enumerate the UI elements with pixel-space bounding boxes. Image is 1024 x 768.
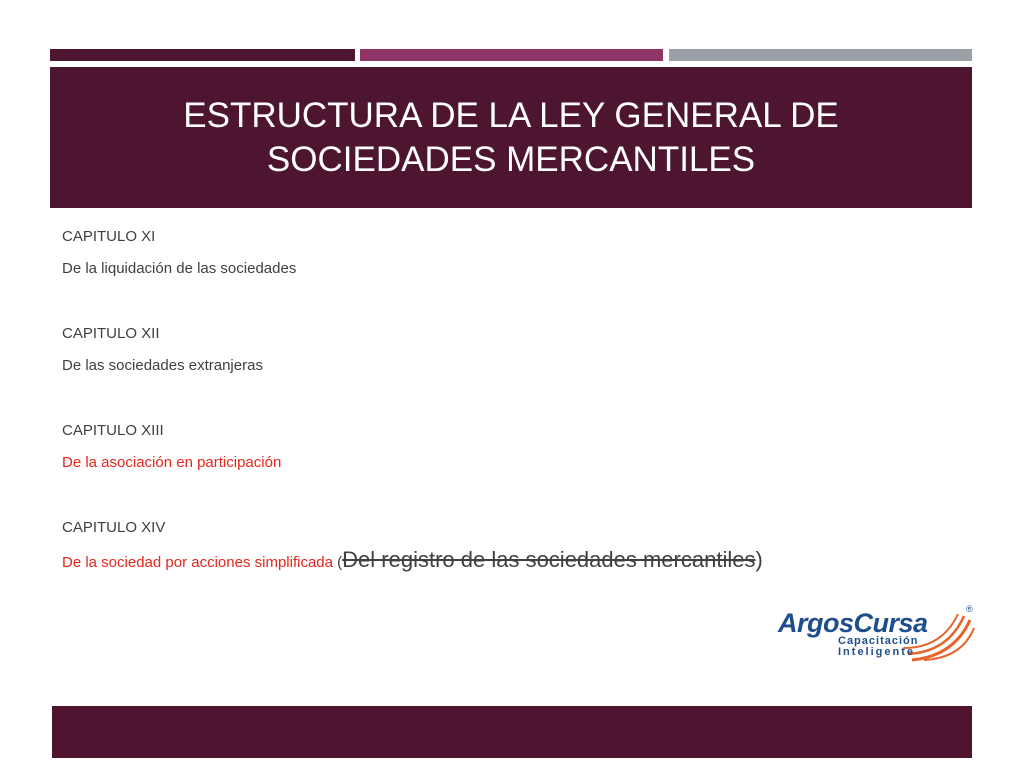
slide-title: ESTRUCTURA DE LA LEY GENERAL DE SOCIEDADES MERCANTILES [183, 95, 839, 179]
argoscursa-logo [776, 604, 976, 660]
chapter-heading: CAPITULO XII [62, 325, 160, 342]
footer-bar [52, 706, 972, 758]
chapter-block [62, 226, 962, 323]
chapter-heading: CAPITULO XIII [62, 422, 164, 439]
chapter-description: De las sociedades extranjeras [62, 357, 263, 374]
accent-bar-gray [669, 49, 972, 61]
chapter-block [62, 323, 962, 420]
accent-bar-dark [50, 49, 355, 61]
chapter-heading: CAPITULO XI [62, 228, 156, 245]
logo-tagline-2: Inteligente [838, 646, 916, 658]
logo-tagline-1: Capacitación [838, 635, 919, 647]
paren-open: ( [337, 554, 343, 571]
chapter-block [62, 517, 962, 614]
chapter-description: De la liquidación de las sociedades [62, 260, 297, 277]
chapter-description: De la sociedad por acciones simplificada [62, 554, 333, 571]
chapter-list [62, 226, 962, 614]
struck-text: Del registro de las sociedades mercantiles [342, 547, 756, 572]
logo-wordmark: ArgosCursa [778, 608, 928, 638]
title-banner [50, 67, 972, 208]
registered-mark: ® [966, 604, 973, 614]
chapter-description-line [62, 549, 962, 574]
chapter-block [62, 420, 962, 517]
chapter-description: De la asociación en participación [62, 454, 282, 471]
chapter-heading: CAPITULO XIV [62, 519, 166, 536]
paren-close: ) [755, 547, 763, 572]
accent-bar-magenta [360, 49, 663, 61]
